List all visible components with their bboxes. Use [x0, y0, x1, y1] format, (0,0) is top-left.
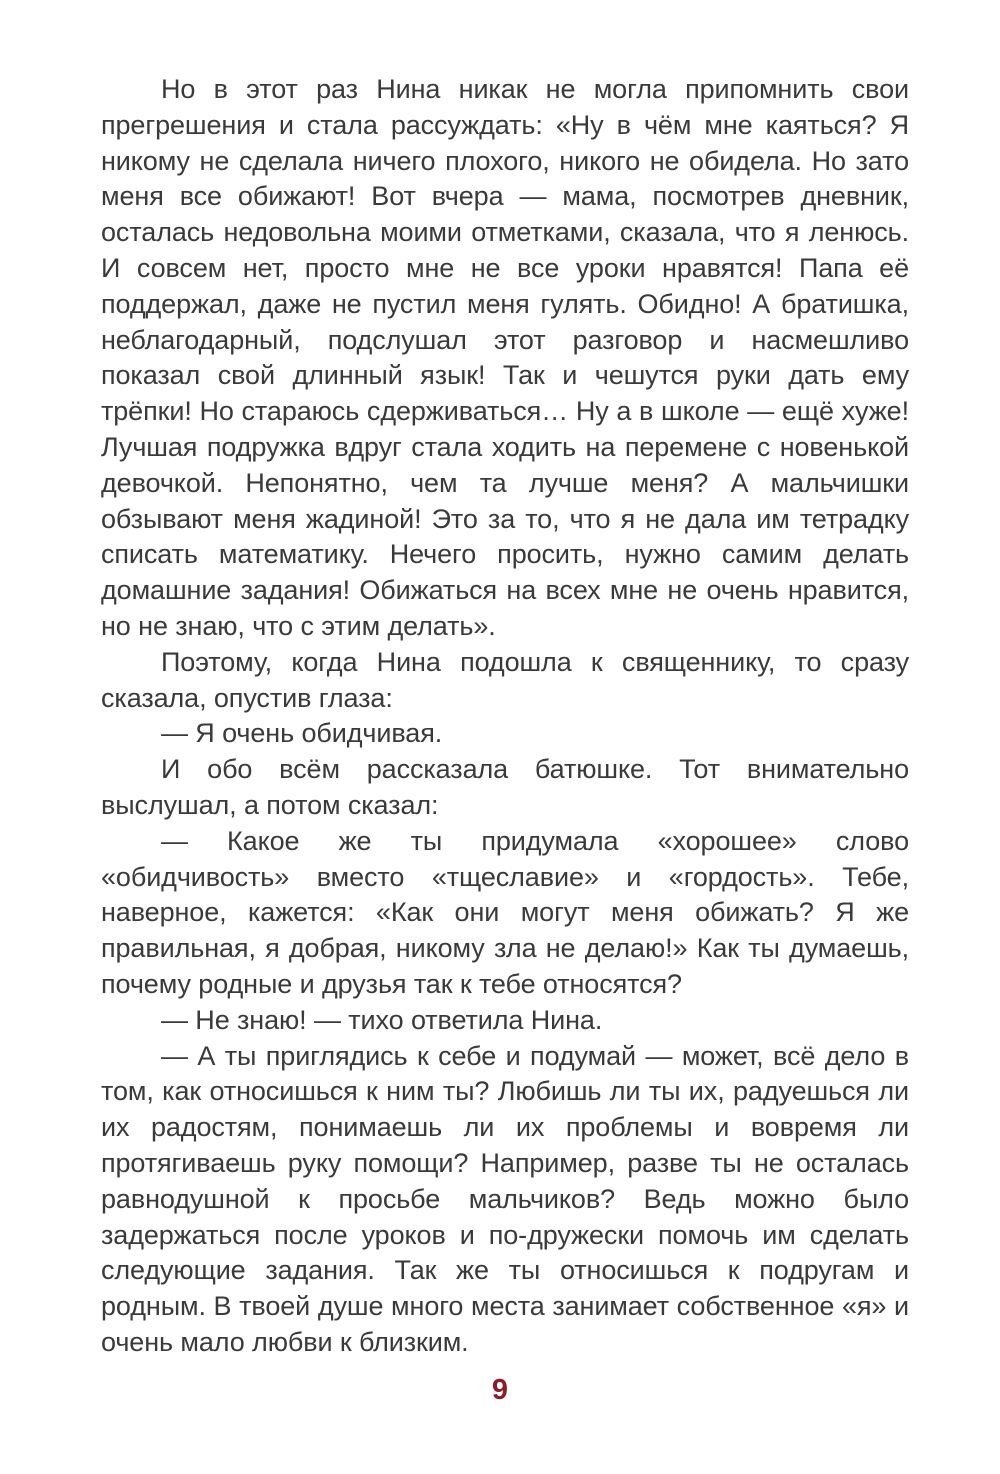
page-number: 9 [491, 1374, 509, 1406]
dialogue-line: — А ты приглядись к себе и подумай — может, всё дело в том, как относишься к ним ты? Любишь ли ты их, радуешься ли их радостям, понимаешь ли их проблемы и вовремя ли протягиваешь руку помощи? Например, разве ты не осталась равнодушной к просьбе мальчиков? Ведь можно было задержаться после уроков и по-дружески помочь им сделать следующие задания. Так же ты относишься к подругам и родным. В твоей душе много места занимает собственное «я» и очень мало любви к близким. [101, 1040, 909, 1357]
paragraph: Но в этот раз Нина никак не могла припомнить свои прегрешения и стала рассуждать: «Ну в чём мне каяться? Я никому не сделала ничего плохого, никого не обидела. Но зато меня все обижают! Вот вчера — мама, посмотрев дневник, осталась недовольна моими отметками, сказала, что я ленюсь. И совсем нет, просто мне не все уроки нравятся! Папа её поддержал, даже не пустил меня гулять. Обидно! А братишка, неблагодарный, подслушал этот разговор и насмешливо показал свой длинный язык! Так и чешутся руки дать ему трёпки! Но стараюсь сдерживаться… Ну а в школе — ещё хуже! Лучшая подружка вдруг стала ходить на перемене с новенькой девочкой. Непонятно, чем та лучше меня? А мальчишки обзывают меня жадиной! Это за то, что я не дала им тетрадку списать математику. Нечего просить, нужно самим делать домашние задания! Обижаться на всех мне не очень нравится, но не знаю, что с этим делать». [101, 74, 909, 641]
dialogue-line: — Не знаю! — тихо ответила Нина. [161, 1004, 603, 1035]
body-text [101, 72, 909, 1361]
paragraph: Поэтому, когда Нина подошла к священнику, то сразу сказала, опустив глаза: [101, 646, 909, 713]
paragraph: И обо всём рассказала батюшке. Тот внимательно выслушал, а потом сказал: [101, 754, 909, 820]
dialogue-line: — Какое же ты придумала «хорошее» слово «обидчивость» вместо «тщеславие» и «гордость». Тебе, наверное, кажется: «Как они могут меня обижать? Я же правильная, я добрая, никому зла не делаю!» Как ты думаешь, почему родные и друзья так к тебе относятся? [101, 825, 909, 999]
dialogue-line: — Я очень обидчивая. [161, 718, 443, 749]
